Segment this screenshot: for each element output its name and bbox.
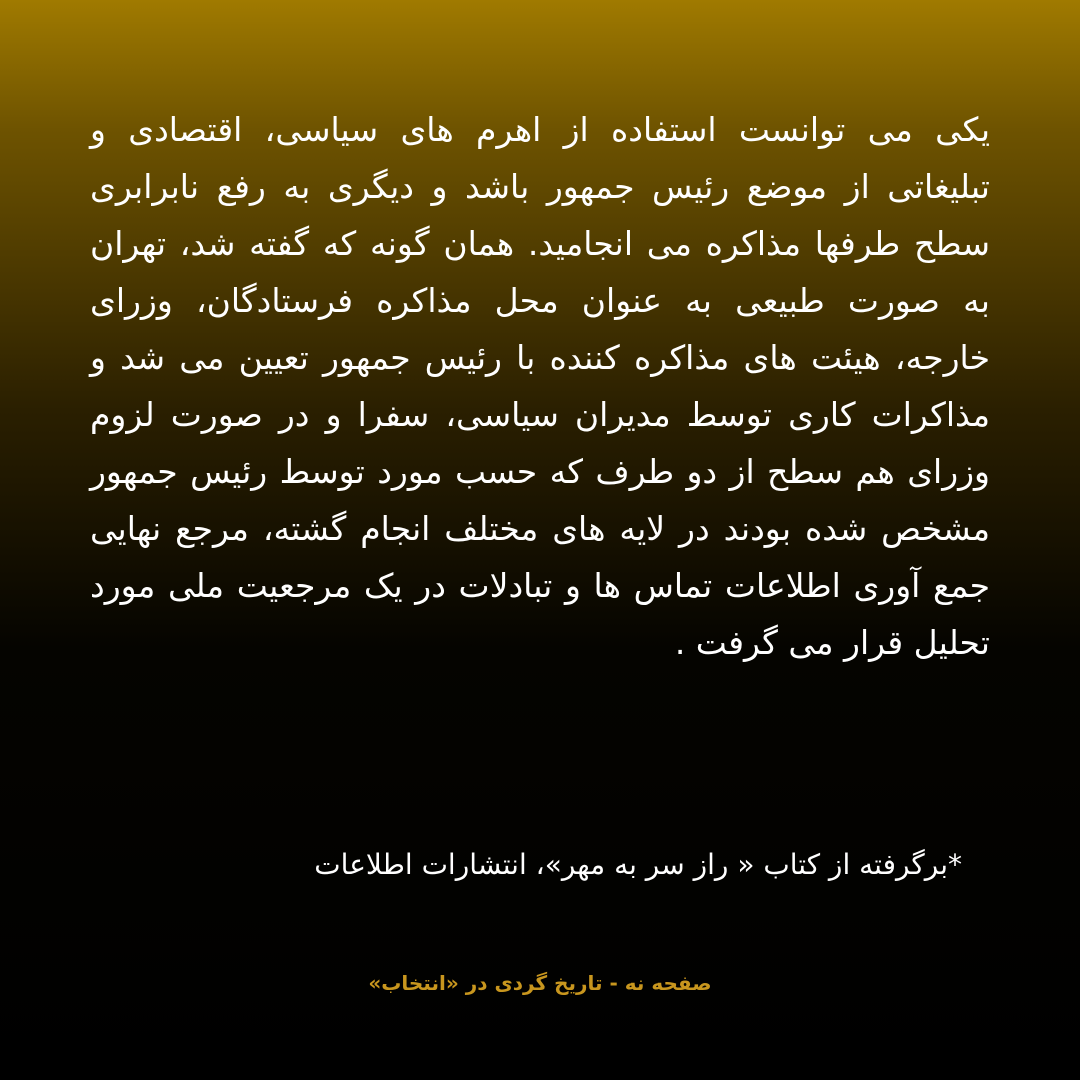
source-note: *برگرفته از کتاب « راز سر به مهر»، انتشارات اطلاعات [314,848,962,881]
footer-caption: صفحه نه - تاریخ گردی در «انتخاب» [368,971,712,995]
article-body: یکی می توانست استفاده از اهرم های سیاسی، اقتصادی و تبلیغاتی از موضع رئیس جمهور باشد و دیگری به رفع نابرابری سطح طرفها مذاکره می انجامید. همان گونه که گفته شد، تهران به صورت طبیعی به عنوان محل مذاکره فرستادگان، وزرای خارجه، هیئت های مذاکره کننده با رئیس جمهور تعیین می شد و مذاکرات کاری توسط مدیران سیاسی، سفرا و در صورت لزوم وزرای هم سطح از دو طرف که حسب مورد توسط رئیس جمهور مشخص شده بودند در لایه های مختلف انجام گشته، مرجع نهایی جمع آوری اطلاعات تماس ها و تبادلات در یک مرجعیت ملی مورد تحلیل قرار می گرفت . [90,110,990,662]
